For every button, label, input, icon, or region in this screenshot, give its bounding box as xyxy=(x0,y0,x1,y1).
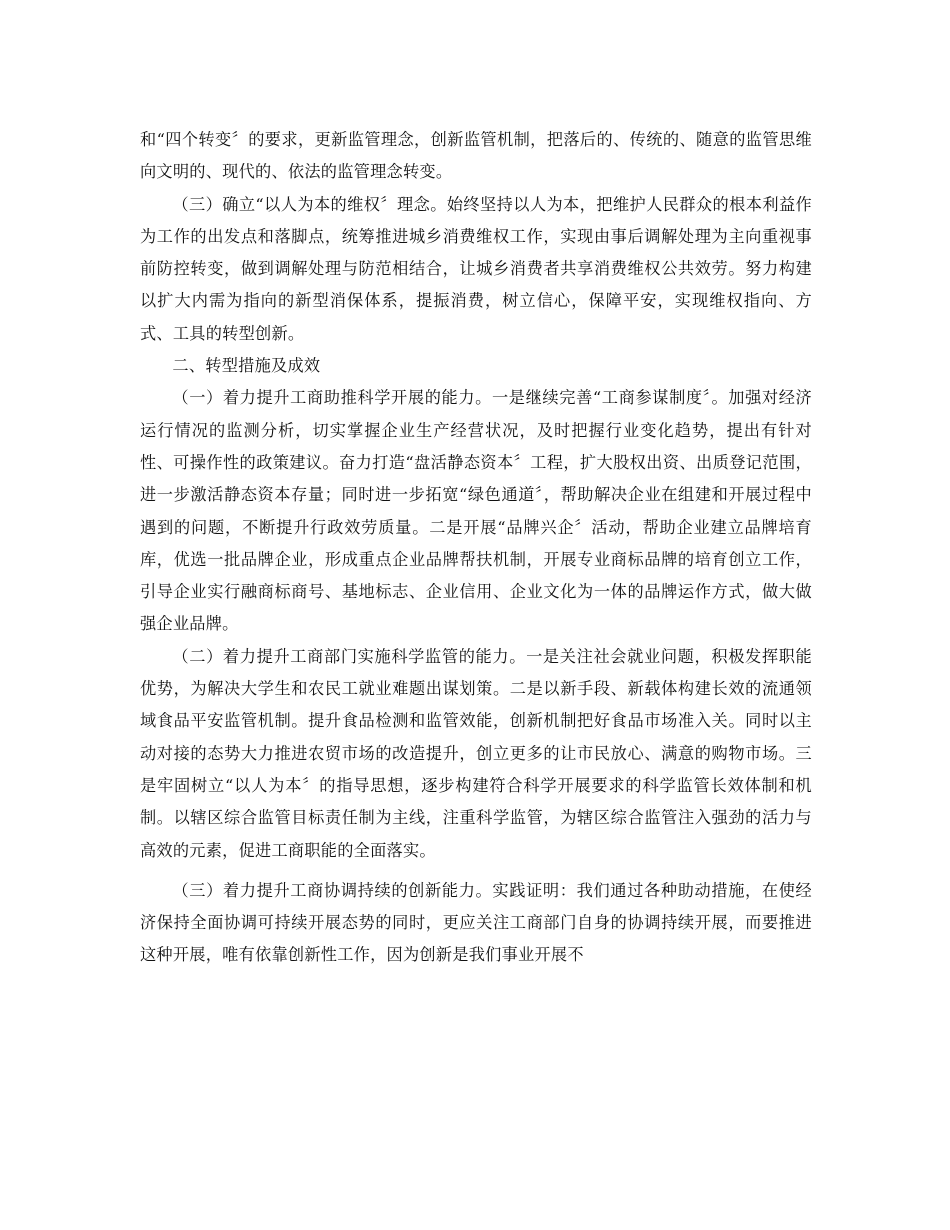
paragraph-scientific-development: （一）着力提升工商助推科学开展的能力。一是继续完善“工商参谋制度〞。加强对经济运行情况的监测分析，切实掌握企业生产经营状况，及时把握行业变化趋势，提出有针对性、可操作性的政策建议。奋力打造“盘活静态资本〞工程，扩大股权出资、出质登记范围，进一步激活静态资本存量；同时进一步拓宽“绿色通道〞，帮助解决企业在组建和开展过程中遇到的问题，不断提升行政效劳质量。二是开展“品牌兴企〞活动，帮助企业建立品牌培育库，优选一批品牌企业，形成重点企业品牌帮扶机制，开展专业商标品牌的培育创立工作，引导企业实行融商标商号、基地标志、企业信用、企业文化为一体的品牌运作方式，做大做强企业品牌。 xyxy=(140,388,812,634)
document-body xyxy=(140,124,812,972)
paragraph-scientific-supervision: （二）着力提升工商部门实施科学监管的能力。一是关注社会就业问题，积极发挥职能优势，为解决大学生和农民工就业难题出谋划策。二是以新手段、新载体构建长效的流通领域食品平安监管机制。提升食品检测和监管效能，创新机制把好食品市场准入关。同时以主动对接的态势大力推进农贸市场的改造提升，创立更多的让市民放心、满意的购物市场。三是牢固树立“以人为本〞的指导思想，逐步构建符合科学开展要求的科学监管长效体制和机制。以辖区综合监管目标责任制为主线，注重科学监管，为辖区综合监管注入强劲的活力与高效的元素，促进工商职能的全面落实。 xyxy=(140,646,812,860)
paragraph-rights-concept: （三）确立“以人为本的维权〞理念。始终坚持以人为本，把维护人民群众的根本利益作为工作的出发点和落脚点，统筹推进城乡消费维权工作，实现由事后调解处理为主向重视事前防控转变，做到调解处理与防范相结合，让城乡消费者共享消费维权公共效劳。努力构建以扩大内需为指向的新型消保体系，提振消费，树立信心，保障平安，实现维权指向、方式、工具的转型创新。 xyxy=(140,194,812,343)
paragraph-continuation: 和“四个转变〞的要求，更新监管理念，创新监管机制，把落后的、传统的、随意的监管思维向文明的、现代的、依法的监管理念转变。 xyxy=(140,130,812,182)
paragraph-innovation-ability: （三）着力提升工商协调持续的创新能力。实践证明：我们通过各种助动措施，在使经济保持全面协调可持续开展态势的同时，更应关注工商部门自身的协调持续开展，而要推进这种开展，唯有依靠创新性工作，因为创新是我们事业开展不 xyxy=(140,880,812,965)
section-heading-measures: 二、转型措施及成效 xyxy=(172,356,321,376)
